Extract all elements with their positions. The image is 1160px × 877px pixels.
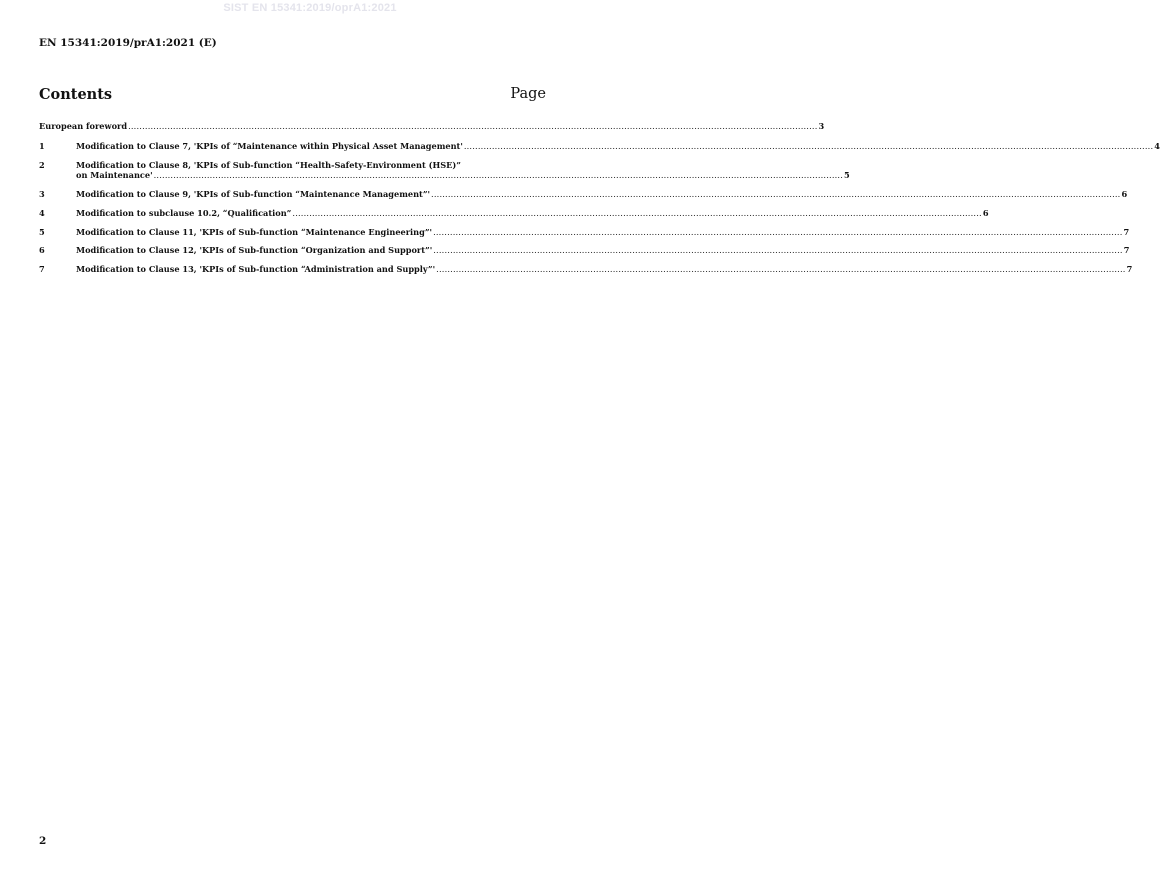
toc-entry-clause-11[interactable] — [39, 226, 1130, 238]
toc-entry-body — [76, 141, 1160, 152]
toc-entry-number: 6 — [39, 245, 45, 256]
toc-entry-clause-8[interactable] — [39, 159, 850, 181]
toc-entry-subclause-10-2[interactable] — [39, 207, 989, 219]
toc-leader-dots: ...................................................................................................................................................................................................................................................... — [433, 226, 1123, 237]
toc-entry-body — [76, 189, 1127, 200]
toc-line — [39, 121, 824, 132]
toc-entry-body — [76, 208, 989, 219]
toc-entry-page: 6 — [1121, 188, 1128, 199]
toc-line — [76, 170, 850, 181]
toc-leader-dots: ...................................................................................................................................................................................................................................................... — [292, 207, 982, 218]
toc-entry-body — [39, 121, 824, 132]
toc-entry-clause-12[interactable] — [39, 245, 1130, 256]
toc-line — [76, 227, 1129, 238]
page-number: 2 — [39, 835, 47, 847]
toc-entry-clause-13[interactable] — [39, 264, 1133, 275]
toc-leader-dots: ...................................................................................................................................................................................................................................................... — [128, 121, 818, 131]
toc-leader-dots: ...................................................................................................................................................................................................................................................... — [436, 264, 1126, 275]
toc-line — [76, 189, 1127, 200]
toc-entry-page: 7 — [1123, 226, 1130, 237]
toc-entry-title: Modification to Clause 11, 'KPIs of Sub-function “Maintenance Engineering”' — [76, 226, 433, 237]
toc-entry-clause-7[interactable] — [39, 140, 1160, 152]
contents-title: Contents — [39, 86, 113, 103]
toc-leader-dots: ...................................................................................................................................................................................................................................................... — [431, 188, 1121, 199]
toc-entry-body — [76, 160, 850, 181]
toc-entry-clause-9[interactable] — [39, 188, 1128, 200]
toc-entry-body — [76, 227, 1129, 238]
toc-entry-page: 7 — [1123, 245, 1130, 256]
toc-entry-body — [76, 245, 1129, 256]
toc-entry-number: 3 — [39, 188, 45, 199]
toc-entry-title: Modification to Clause 7, 'KPIs of “Maintenance within Physical Asset Management' — [76, 140, 463, 151]
toc-line — [76, 245, 1129, 256]
toc-entry-number: 5 — [39, 226, 45, 237]
toc-line — [76, 264, 1132, 275]
toc-entry-page: 7 — [1126, 264, 1133, 275]
toc-entry-number: 1 — [39, 140, 45, 151]
watermark: SIST EN 15341:2019/oprA1:2021 — [223, 2, 397, 14]
toc-entry-number: 7 — [39, 264, 45, 275]
toc-entry-page: 3 — [818, 121, 825, 131]
toc-leader-dots: ...................................................................................................................................................................................................................................................... — [463, 140, 1154, 151]
toc-line — [76, 208, 989, 219]
table-of-contents — [39, 121, 1160, 283]
toc-entry-foreword[interactable] — [39, 121, 825, 132]
toc-entry-page: 4 — [1154, 140, 1160, 151]
toc-leader-dots: ...................................................................................................................................................................................................................................................... — [433, 245, 1123, 256]
toc-line — [76, 160, 850, 171]
toc-entry-title: Modification to Clause 9, 'KPIs of Sub-function “Maintenance Management”' — [76, 188, 431, 199]
toc-entry-number: 4 — [39, 207, 45, 218]
toc-entry-title: European foreword — [39, 121, 128, 131]
toc-entry-page: 6 — [982, 207, 989, 218]
toc-entry-title: Modification to subclause 10.2, “Qualification” — [76, 207, 292, 218]
toc-entry-page: 5 — [844, 170, 850, 181]
toc-entry-number: 2 — [39, 159, 45, 170]
toc-leader-dots: ...................................................................................................................................................................................................................................................... — [153, 170, 844, 181]
toc-entry-title: Modification to Clause 8, 'KPIs of Sub-function “Health-Safety-Environment (HSE)” — [76, 159, 461, 170]
toc-entry-title: Modification to Clause 13, 'KPIs of Sub-function “Administration and Supply”' — [76, 264, 436, 275]
contents-header — [39, 86, 546, 106]
toc-line — [76, 141, 1160, 152]
document-id: EN 15341:2019/prA1:2021 (E) — [39, 37, 217, 49]
toc-entry-body — [76, 264, 1132, 275]
page-column-label: Page — [510, 86, 546, 102]
toc-entry-title-continued: on Maintenance' — [76, 170, 153, 181]
toc-entry-title: Modification to Clause 12, 'KPIs of Sub-function “Organization and Support”' — [76, 245, 433, 256]
